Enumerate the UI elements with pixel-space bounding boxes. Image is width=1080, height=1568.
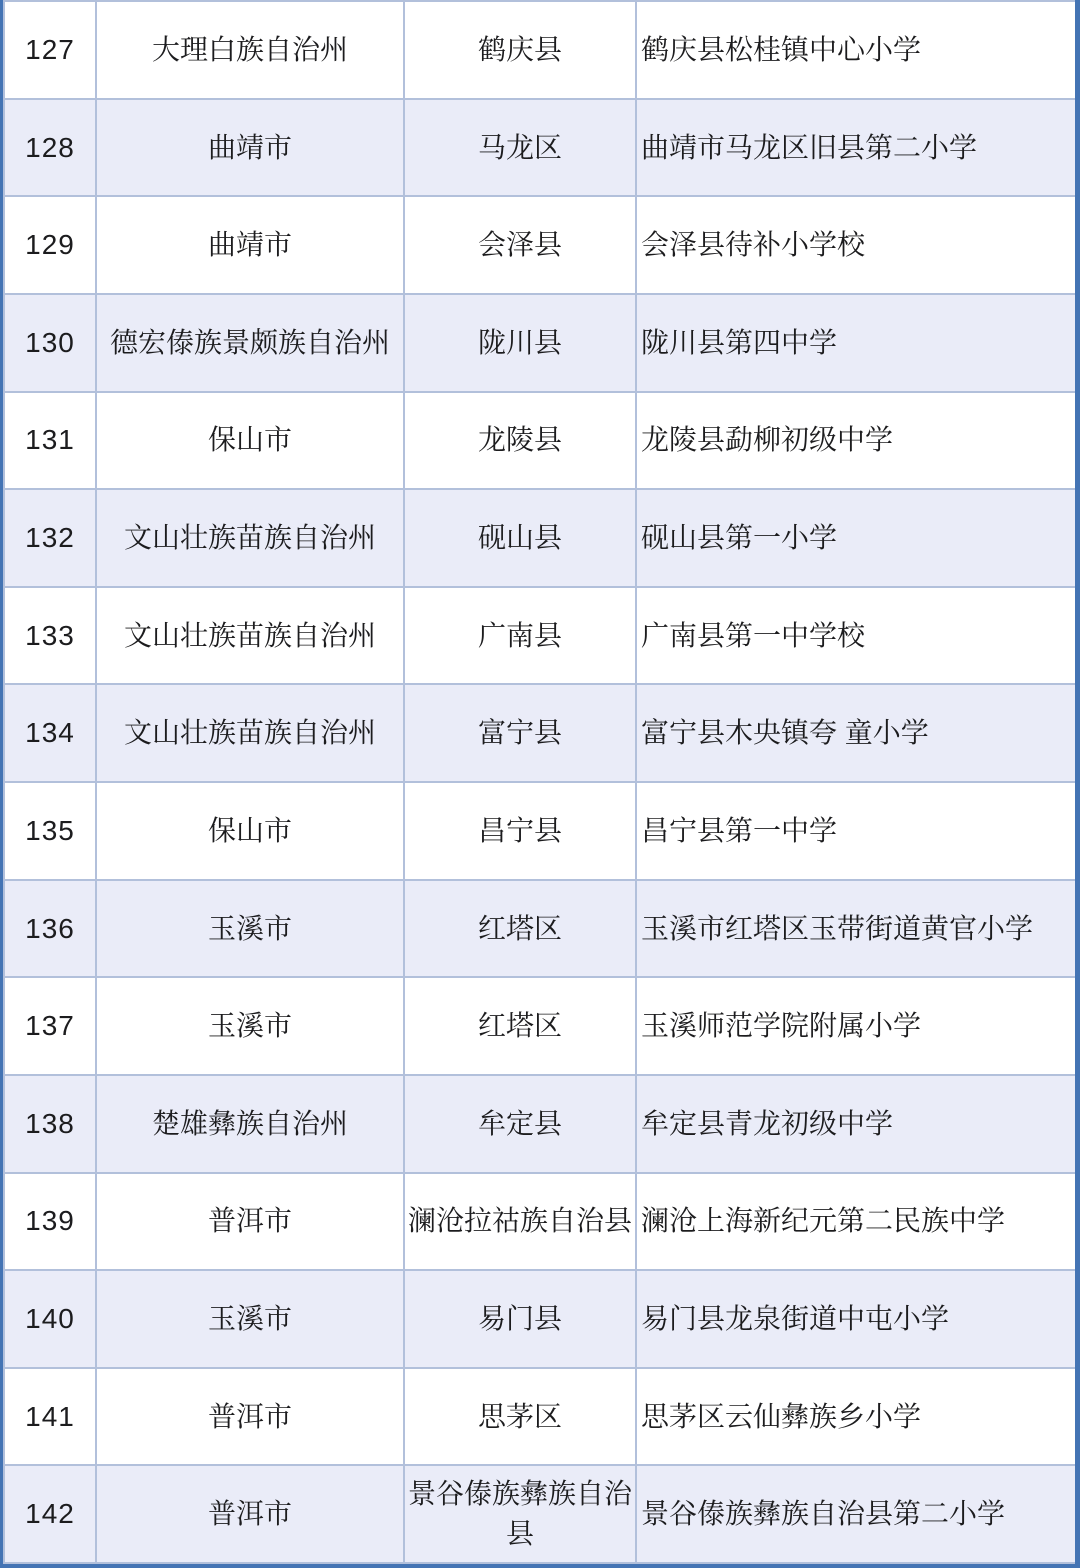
table-row (4, 782, 1076, 880)
school-cell: 鹤庆县松桂镇中心小学 (636, 1, 1076, 99)
school-table-body (4, 1, 1076, 1563)
prefecture-cell: 大理白族自治州 (96, 1, 404, 99)
prefecture-cell: 保山市 (96, 782, 404, 880)
row-number-cell: 137 (4, 977, 96, 1075)
county-cell: 思茅区 (404, 1368, 636, 1466)
prefecture-cell: 玉溪市 (96, 1270, 404, 1368)
row-number-cell: 138 (4, 1075, 96, 1173)
table-row (4, 1368, 1076, 1466)
row-number-cell: 132 (4, 489, 96, 587)
school-cell: 龙陵县勐柳初级中学 (636, 392, 1076, 490)
school-cell: 思茅区云仙彝族乡小学 (636, 1368, 1076, 1466)
county-cell: 鹤庆县 (404, 1, 636, 99)
prefecture-cell: 保山市 (96, 392, 404, 490)
table-row (4, 489, 1076, 587)
row-number-cell: 133 (4, 587, 96, 685)
county-cell: 红塔区 (404, 880, 636, 978)
prefecture-cell: 普洱市 (96, 1368, 404, 1466)
prefecture-cell: 德宏傣族景颇族自治州 (96, 294, 404, 392)
county-cell: 广南县 (404, 587, 636, 685)
school-cell: 玉溪市红塔区玉带街道黄官小学 (636, 880, 1076, 978)
row-number-cell: 131 (4, 392, 96, 490)
prefecture-cell: 曲靖市 (96, 196, 404, 294)
school-cell: 陇川县第四中学 (636, 294, 1076, 392)
row-number-cell: 134 (4, 684, 96, 782)
school-cell: 易门县龙泉街道中屯小学 (636, 1270, 1076, 1368)
county-cell: 马龙区 (404, 99, 636, 197)
prefecture-cell: 楚雄彝族自治州 (96, 1075, 404, 1173)
row-number-cell: 129 (4, 196, 96, 294)
row-number-cell: 139 (4, 1173, 96, 1271)
prefecture-cell: 文山壮族苗族自治州 (96, 489, 404, 587)
row-number-cell: 128 (4, 99, 96, 197)
county-cell: 龙陵县 (404, 392, 636, 490)
school-cell: 广南县第一中学校 (636, 587, 1076, 685)
row-number-cell: 130 (4, 294, 96, 392)
county-cell: 砚山县 (404, 489, 636, 587)
table-row (4, 392, 1076, 490)
row-number-cell: 127 (4, 1, 96, 99)
school-cell: 玉溪师范学院附属小学 (636, 977, 1076, 1075)
school-cell: 景谷傣族彝族自治县第二小学 (636, 1465, 1076, 1563)
table-row (4, 880, 1076, 978)
row-number-cell: 142 (4, 1465, 96, 1563)
county-cell: 富宁县 (404, 684, 636, 782)
county-cell: 澜沧拉祜族自治县 (404, 1173, 636, 1271)
table-row (4, 196, 1076, 294)
row-number-cell: 140 (4, 1270, 96, 1368)
county-cell: 红塔区 (404, 977, 636, 1075)
school-cell: 昌宁县第一中学 (636, 782, 1076, 880)
county-cell: 易门县 (404, 1270, 636, 1368)
prefecture-cell: 文山壮族苗族自治州 (96, 587, 404, 685)
table-row (4, 1270, 1076, 1368)
table-row (4, 684, 1076, 782)
prefecture-cell: 玉溪市 (96, 977, 404, 1075)
table-row (4, 1, 1076, 99)
county-cell: 牟定县 (404, 1075, 636, 1173)
school-cell: 澜沧上海新纪元第二民族中学 (636, 1173, 1076, 1271)
table-row (4, 99, 1076, 197)
table-row (4, 1465, 1076, 1563)
school-cell: 曲靖市马龙区旧县第二小学 (636, 99, 1076, 197)
prefecture-cell: 普洱市 (96, 1173, 404, 1271)
county-cell: 会泽县 (404, 196, 636, 294)
school-list-table (3, 0, 1077, 1564)
table-row (4, 977, 1076, 1075)
prefecture-cell: 曲靖市 (96, 99, 404, 197)
row-number-cell: 135 (4, 782, 96, 880)
county-cell: 陇川县 (404, 294, 636, 392)
row-number-cell: 141 (4, 1368, 96, 1466)
prefecture-cell: 玉溪市 (96, 880, 404, 978)
row-number-cell: 136 (4, 880, 96, 978)
prefecture-cell: 普洱市 (96, 1465, 404, 1563)
table-row (4, 587, 1076, 685)
school-cell: 会泽县待补小学校 (636, 196, 1076, 294)
prefecture-cell: 文山壮族苗族自治州 (96, 684, 404, 782)
school-cell: 砚山县第一小学 (636, 489, 1076, 587)
school-cell: 牟定县青龙初级中学 (636, 1075, 1076, 1173)
table-row (4, 1075, 1076, 1173)
school-cell: 富宁县木央镇夸 童小学 (636, 684, 1076, 782)
county-cell: 昌宁县 (404, 782, 636, 880)
table-row (4, 294, 1076, 392)
county-cell: 景谷傣族彝族自治县 (404, 1465, 636, 1563)
table-row (4, 1173, 1076, 1271)
